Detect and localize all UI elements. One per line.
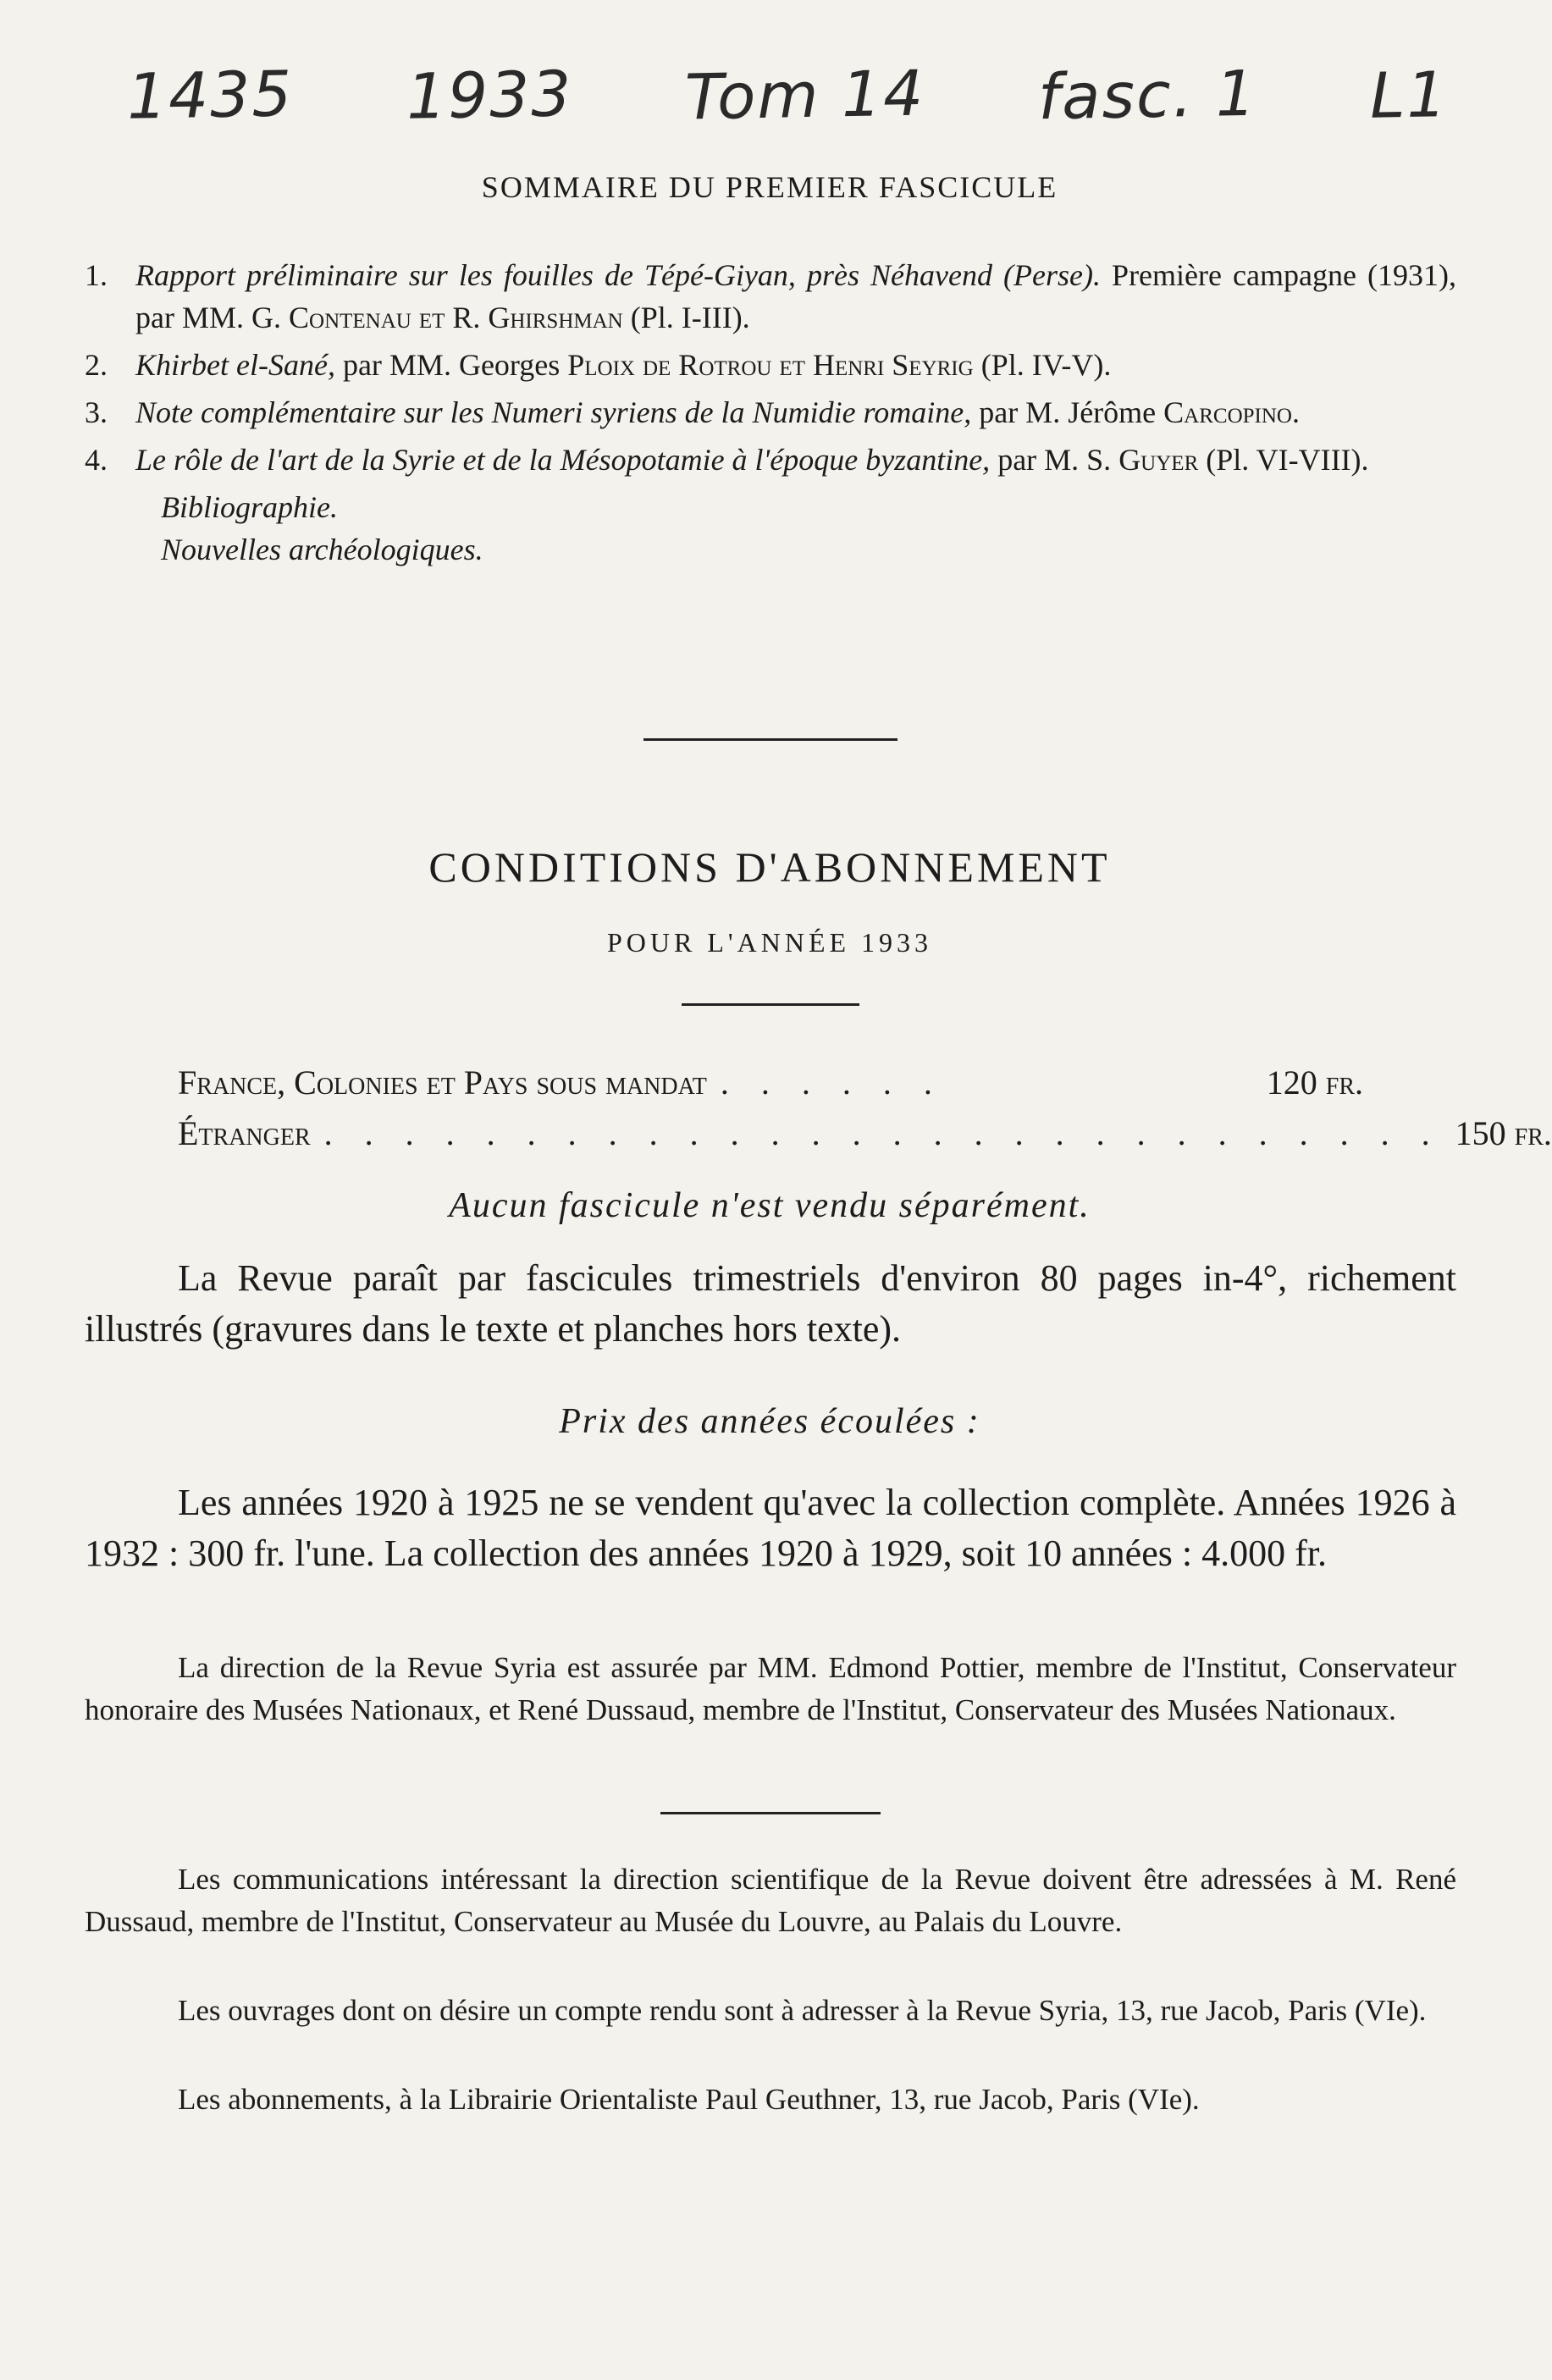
toc-bibliographie: Bibliographie. [161, 490, 338, 524]
handwritten-code: L1 [1368, 58, 1449, 133]
divider [643, 738, 898, 741]
conditions-title: CONDITIONS D'ABONNEMENT [428, 843, 1111, 891]
handwritten-tome: Tom 14 [684, 57, 926, 135]
toc-item: 1. Rapport préliminaire sur les fouilles de Tépé-Giyan, près Néhavend (Perse). Première campagne (1931), par MM. G. Contenau et R. Ghirshman (Pl. I-III). [85, 258, 1456, 334]
divider [682, 1003, 859, 1006]
handwritten-annotation [126, 57, 1449, 135]
conditions-subtitle: POUR L'ANNÉE 1933 [606, 927, 933, 958]
prix-paragraph: Les années 1920 à 1925 ne se vendent qu'avec la collection complète. Années 1926 à 1932 : 300 fr. l'une. La collection des années 1920 à 1929, soit 10 années : 4.000 fr. [85, 1482, 1456, 1574]
handwritten-number: 1435 [126, 58, 295, 134]
summary-title: SOMMAIRE DU PREMIER FASCICULE [481, 170, 1058, 204]
handwritten-fascicle: fasc. 1 [1036, 57, 1258, 135]
toc-item: 4. Le rôle de l'art de la Syrie et de la Mésopotamie à l'époque byzantine, par M. S. Guyer (Pl. VI-VIII). [85, 443, 1369, 477]
communications-paragraph: Les communications intéressant la direction scientifique de la Revue doivent être adressées à M. René Dussaud, membre de l'Institut, Conservateur au Musée du Louvre, au Palais du Louvre. [85, 1863, 1456, 1938]
toc-item: 2. Khirbet el-Sané, par MM. Georges Ploix de Rotrou et Henri Seyrig (Pl. IV-V). [85, 348, 1112, 382]
ouvrages-paragraph: Les ouvrages dont on désire un compte rendu sont à adresser à la Revue Syria, 13, rue Jacob, Paris (VIe). [178, 1994, 1427, 2027]
table-of-contents [85, 254, 1456, 571]
price-row-etranger: Étranger . . . . . . . . . . . . . . . . . . . . . . . . . . . . 150 fr. [178, 1114, 1552, 1152]
no-single-issue-note: Aucun fascicule n'est vendu séparément. [449, 1186, 1091, 1225]
handwritten-year: 1933 [405, 58, 573, 134]
revue-paragraph: La Revue paraît par fascicules trimestriels d'environ 80 pages in-4°, richement illustrés (gravures dans le texte et planches hors texte). [85, 1257, 1456, 1350]
prix-title: Prix des années écoulées : [559, 1402, 980, 1441]
divider [660, 1812, 881, 1814]
direction-paragraph: La direction de la Revue Syria est assurée par MM. Edmond Pottier, membre de l'Institut, Conservateur honoraire des Musées Nationaux, et René Dussaud, membre de l'Institut, Conservateur des Musées Nationaux. [85, 1651, 1456, 1726]
abonnements-paragraph: Les abonnements, à la Librairie Orientaliste Paul Geuthner, 13, rue Jacob, Paris (VIe). [178, 2083, 1200, 2116]
toc-nouvelles: Nouvelles archéologiques. [161, 533, 483, 566]
toc-item: 3. Note complémentaire sur les Numeri syriens de la Numidie romaine, par M. Jérôme Carcopino. [85, 395, 1300, 429]
price-row-france: France, Colonies et Pays sous mandat . . . . . . 120 fr. [178, 1063, 1363, 1102]
